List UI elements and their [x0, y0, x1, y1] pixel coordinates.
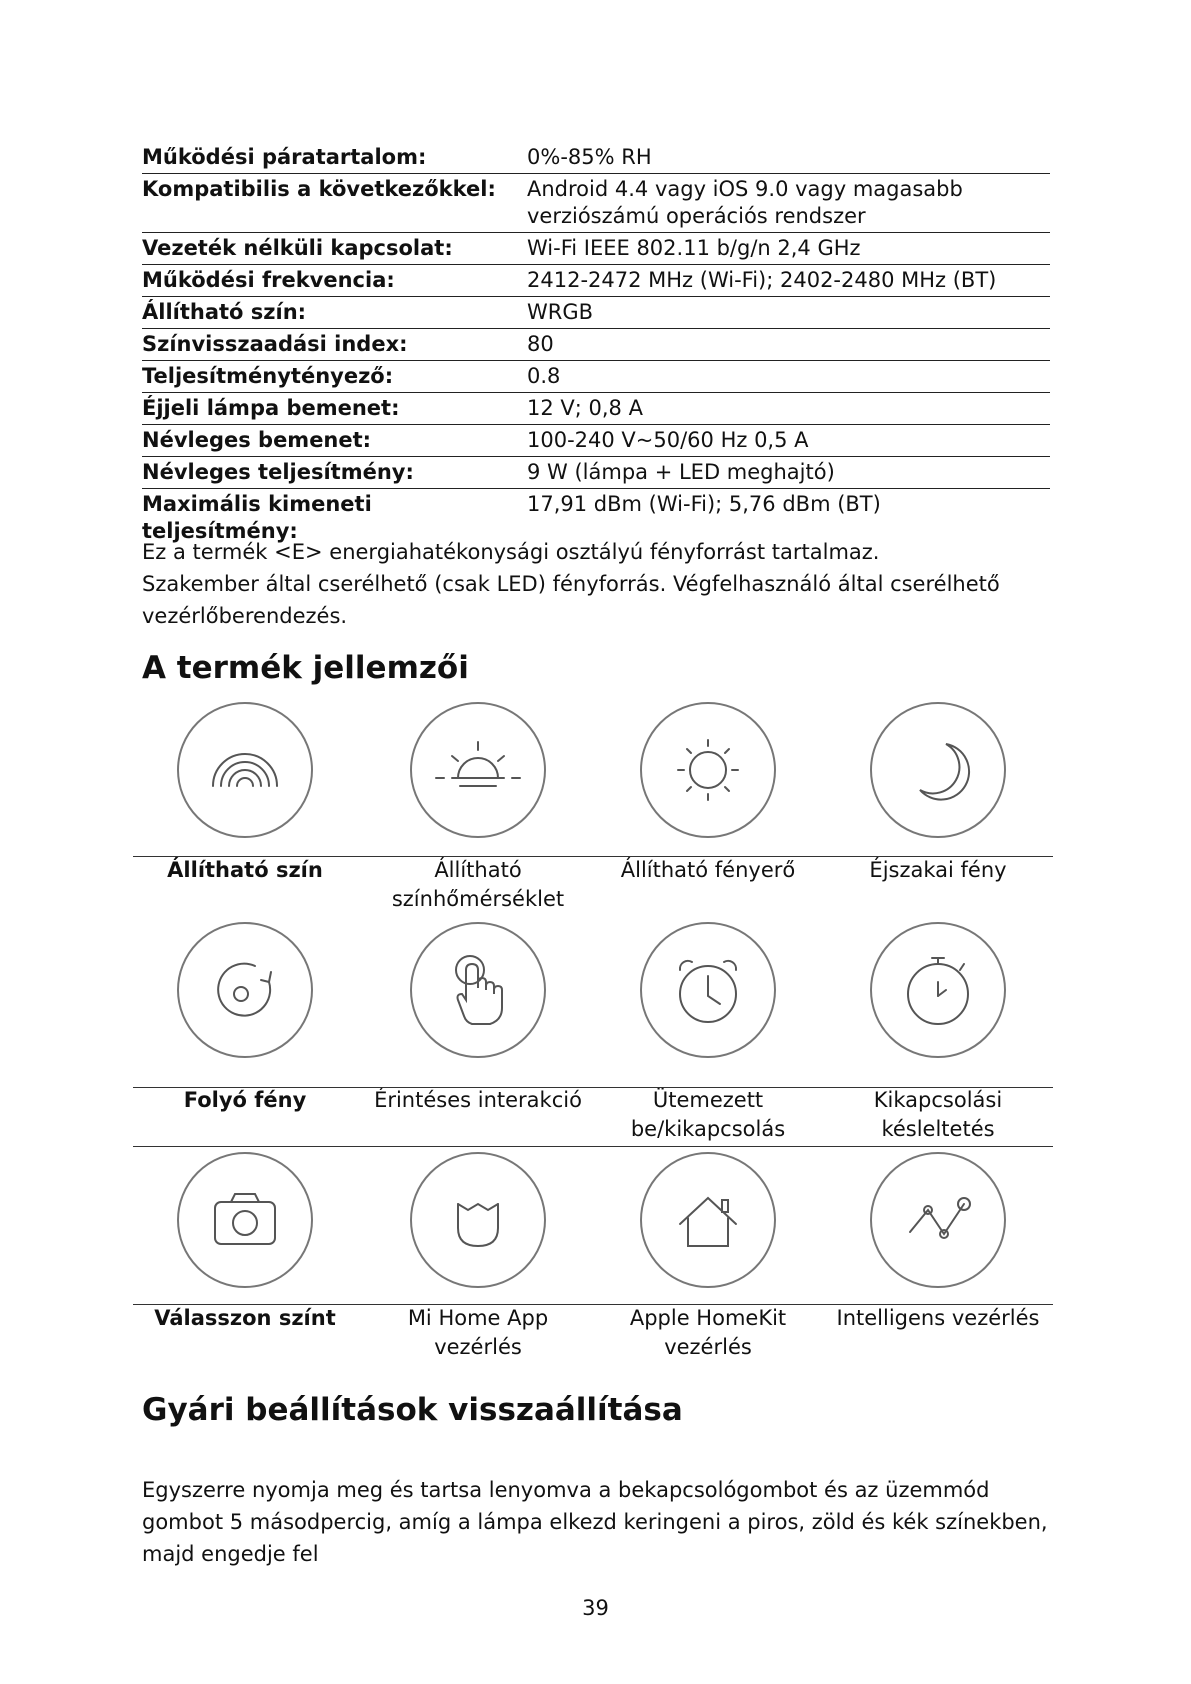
smart-graph-icon [870, 1152, 1006, 1288]
spec-label: Működési páratartalom: [142, 145, 427, 169]
spec-value: 12 V; 0,8 A [527, 396, 643, 420]
feature-label: Válasszon színt [154, 1306, 336, 1330]
stopwatch-icon [870, 922, 1006, 1058]
feature-label: Ütemezett be/kikapcsolás [630, 1088, 786, 1141]
spec-value: 0.8 [527, 364, 561, 388]
alarm-clock-icon [640, 922, 776, 1058]
feature-label: Kikapcsolási késleltetés [873, 1088, 1003, 1141]
spec-row [142, 361, 1050, 393]
spec-value: 2412-2472 MHz (Wi-Fi); 2402-2480 MHz (BT) [527, 268, 997, 292]
spec-row [142, 142, 1050, 174]
spec-row [142, 265, 1050, 297]
mi-home-icon [410, 1152, 546, 1288]
spec-row [142, 425, 1050, 457]
spec-label: Éjjeli lámpa bemenet: [142, 396, 400, 420]
spec-value: 0%-85% RH [527, 145, 652, 169]
feature-label: Éjszakai fény [869, 858, 1007, 882]
rainbow-icon [177, 702, 313, 838]
features-heading: A termék jellemzői [142, 650, 469, 686]
spec-label: Névleges teljesítmény: [142, 460, 414, 484]
spec-row [142, 457, 1050, 489]
feature-label: Érintéses interakció [374, 1088, 582, 1112]
spec-value: 17,91 dBm (Wi-Fi); 5,76 dBm (BT) [527, 492, 881, 516]
sun-icon [640, 702, 776, 838]
feature-label: Intelligens vezérlés [836, 1306, 1040, 1330]
reset-heading: Gyári beállítások visszaállítása [142, 1392, 683, 1428]
spec-value: Wi-Fi IEEE 802.11 b/g/n 2,4 GHz [527, 236, 861, 260]
spec-row [142, 297, 1050, 329]
energy-note: Ez a termék <E> energiahatékonysági osztályú fényforrást tartalmaz. [142, 540, 880, 564]
feature-label: Állítható szín [167, 858, 323, 882]
spec-label: Vezeték nélküli kapcsolat: [142, 236, 453, 260]
spec-label: Teljesítménytényező: [142, 364, 394, 388]
spec-label: Kompatibilis a következőkkel: [142, 177, 496, 201]
spec-label: Maximális kimeneti teljesítmény: [142, 492, 372, 543]
spec-table [142, 142, 1050, 547]
spec-row [142, 174, 1050, 233]
grid-rule [133, 856, 1053, 857]
camera-icon [177, 1152, 313, 1288]
grid-rule [133, 1146, 1053, 1147]
home-icon [640, 1152, 776, 1288]
spec-label: Állítható szín: [142, 300, 307, 324]
spec-label: Működési frekvencia: [142, 268, 395, 292]
spec-row [142, 233, 1050, 265]
feature-label: Állítható fényerő [620, 858, 796, 882]
reset-text: Egyszerre nyomja meg és tartsa lenyomva a bekapcsológombot és az üzemmód gombot 5 másodpercig, amíg a lámpa elkezd keringeni a piros, zöld és kék színekben, majd engedje fel [142, 1478, 1048, 1566]
feature-label: Folyó fény [183, 1088, 307, 1112]
grid-rule [133, 1087, 1053, 1088]
grid-rule [133, 1304, 1053, 1305]
replace-note: Szakember által cserélhető (csak LED) fényforrás. Végfelhasználó által cserélhető vezérlőberendezés. [142, 572, 1000, 628]
moon-icon [870, 702, 1006, 838]
spec-label: Névleges bemenet: [142, 428, 372, 452]
feature-label: Állítható színhőmérséklet [391, 858, 565, 911]
spec-value: WRGB [527, 300, 594, 324]
feature-label: Apple HomeKit vezérlés [629, 1306, 787, 1359]
spec-row [142, 393, 1050, 425]
flow-icon [177, 922, 313, 1058]
spec-value: 9 W (lámpa + LED meghajtó) [527, 460, 835, 484]
spec-value: Android 4.4 vagy iOS 9.0 vagy magasabb verziószámú operációs rendszer [527, 177, 963, 228]
spec-row [142, 329, 1050, 361]
feature-label: Mi Home App vezérlés [407, 1306, 549, 1359]
spec-value: 100-240 V~50/60 Hz 0,5 A [527, 428, 809, 452]
spec-label: Színvisszaadási index: [142, 332, 408, 356]
spec-value: 80 [527, 332, 554, 356]
sunrise-icon [410, 702, 546, 838]
touch-icon [410, 922, 546, 1058]
page-number: 39 [582, 1596, 609, 1620]
